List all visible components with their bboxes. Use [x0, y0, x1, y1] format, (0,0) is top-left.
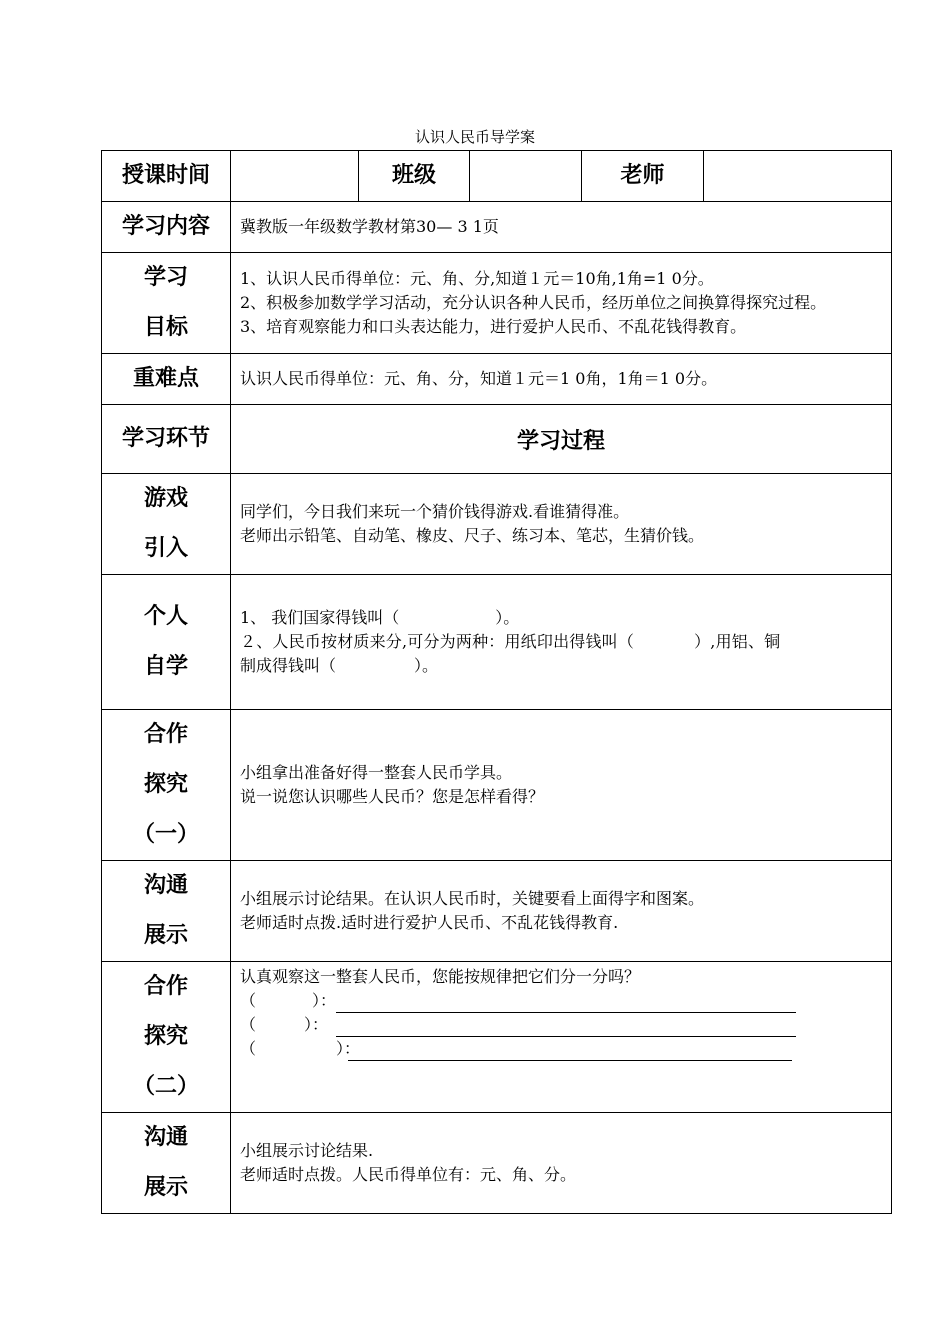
self-study-content [231, 575, 892, 710]
game-intro-label-line2: 引入 [143, 536, 188, 561]
coop-explore-2-intro: 认真观察这一整套人民币，您能按规律把它们分一分吗？ [240, 967, 641, 986]
goals-label-line1: 学习 [143, 265, 188, 290]
class-label: 班级 [359, 151, 470, 202]
share-2-label-line2: 展示 [143, 1175, 188, 1200]
game-intro-content [231, 474, 892, 575]
header-row [102, 151, 892, 202]
goals-content [231, 253, 892, 354]
self-study-question-2: ２、人民币按材质来分,可分为两种：用纸印出得钱叫（ ）,用铝、铜 [240, 632, 781, 651]
self-study-label [102, 575, 231, 710]
coop-explore-1-row [102, 710, 892, 861]
class-value-cell[interactable] [470, 151, 582, 202]
share-1-content [231, 861, 892, 962]
game-intro-row [102, 474, 892, 575]
process-title: 学习过程 [231, 405, 892, 474]
coop-explore-1-label-line3: （一） [132, 822, 199, 847]
coop-explore-2-content [231, 962, 892, 1113]
share-1-label [102, 861, 231, 962]
content-row [102, 202, 892, 253]
self-study-question-2-cont: 制成得钱叫（ ）。 [240, 656, 439, 675]
key-points-row [102, 354, 892, 405]
classification-blank-row: （ ）： [240, 1013, 881, 1037]
goals-label [102, 253, 231, 354]
game-intro-label [102, 474, 231, 575]
process-header-row [102, 405, 892, 474]
answer-line[interactable] [348, 1042, 792, 1061]
self-study-question-1: 1、 我们国家得钱叫（ ）。 [240, 608, 520, 627]
coop-explore-1-label-line2: 探究 [143, 772, 188, 797]
coop-explore-1-label-line1: 合作 [143, 722, 188, 747]
coop-explore-2-label-line1: 合作 [143, 974, 188, 999]
share-2-row [102, 1113, 892, 1214]
self-study-label-line1: 个人 [143, 604, 188, 629]
self-study-label-line2: 自学 [143, 654, 188, 679]
game-intro-line: 同学们，今日我们来玩一个猜价钱得游戏.看谁猜得准。 [240, 502, 630, 521]
game-intro-line: 老师出示铅笔、自动笔、橡皮、尺子、练习本、笔芯，生猜价钱。 [240, 526, 705, 545]
coop-explore-1-line: 小组拿出准备好得一整套人民币学具。 [240, 763, 513, 782]
coop-explore-1-line: 说一说您认识哪些人民币？您是怎样看得？ [240, 787, 545, 806]
key-points-text: 认识人民币得单位：元、角、分，知道１元＝1 0角，1角＝1 0分。 [231, 354, 892, 405]
classification-blank-row: （ ）： [240, 1037, 881, 1061]
document-title: 认识人民币导学案 [414, 128, 535, 146]
content-label: 学习内容 [102, 202, 231, 253]
process-stage-label: 学习环节 [102, 405, 231, 474]
share-1-label-line2: 展示 [143, 923, 188, 948]
goals-row [102, 253, 892, 354]
goal-item: 3、培育观察能力和口头表达能力，进行爱护人民币、不乱花钱得教育。 [240, 317, 747, 336]
key-points-label: 重难点 [102, 354, 231, 405]
share-2-line: 老师适时点拨。人民币得单位有：元、角、分。 [240, 1165, 577, 1184]
coop-explore-2-label-line3: （二） [132, 1074, 199, 1099]
content-text: 冀教版一年级数学教材第30— 3 1页 [231, 202, 892, 253]
coop-explore-1-content [231, 710, 892, 861]
time-label: 授课时间 [102, 151, 231, 202]
share-1-line: 小组展示讨论结果。在认识人民币时，关键要看上面得字和图案。 [240, 889, 705, 908]
share-1-label-line1: 沟通 [143, 873, 188, 898]
share-2-label-line1: 沟通 [143, 1125, 188, 1150]
goal-item: 1、认识人民币得单位：元、角、分,知道１元＝10角,1角=1 0分。 [240, 269, 714, 288]
share-2-content [231, 1113, 892, 1214]
lesson-plan-table [101, 150, 892, 1214]
share-2-line: 小组展示讨论结果. [240, 1141, 374, 1160]
goal-item: 2、积极参加数学学习活动，充分认识各种人民币，经历单位之间换算得探究过程。 [240, 293, 827, 312]
self-study-row [102, 575, 892, 710]
share-1-line: 老师适时点拨.适时进行爱护人民币、不乱花钱得教育. [240, 913, 619, 932]
coop-explore-2-label [102, 962, 231, 1113]
answer-line[interactable] [336, 994, 796, 1013]
answer-line[interactable] [336, 1018, 796, 1037]
coop-explore-2-row [102, 962, 892, 1113]
share-2-label [102, 1113, 231, 1214]
teacher-value-cell[interactable] [704, 151, 892, 202]
teacher-label: 老师 [582, 151, 704, 202]
time-value-cell[interactable] [231, 151, 359, 202]
game-intro-label-line1: 游戏 [143, 486, 188, 511]
coop-explore-2-label-line2: 探究 [143, 1024, 188, 1049]
goals-label-line2: 目标 [143, 315, 188, 340]
coop-explore-1-label [102, 710, 231, 861]
classification-blank-row: （ ）： [240, 989, 881, 1013]
share-1-row [102, 861, 892, 962]
